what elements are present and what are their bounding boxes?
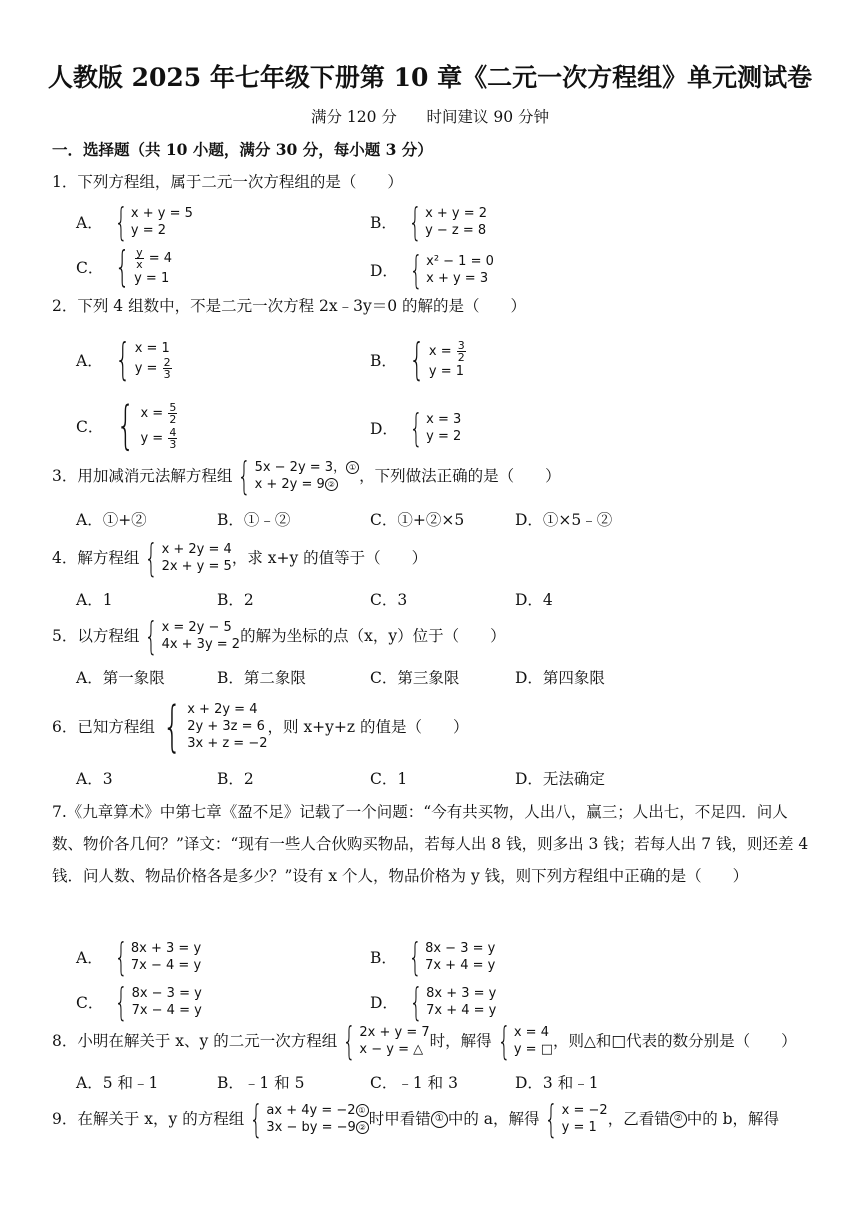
equation-line: y = xyxy=(140,431,168,446)
q6-option-d: D．无法确定 xyxy=(515,770,605,788)
equation-line: x + y = 5 xyxy=(130,206,193,221)
question-text: 中的 a，解得 xyxy=(447,1110,540,1128)
q5-option-d: D．第四象限 xyxy=(515,669,605,687)
equation-line: x − y = △ xyxy=(359,1042,424,1057)
fraction-numerator: 2 xyxy=(163,355,171,369)
option-label: D． xyxy=(370,420,398,438)
q7-option-c: C． { 8x − 3 = y 7x − 4 = y xyxy=(76,980,202,1024)
question-text: 中的 b，解得 xyxy=(686,1110,780,1128)
equation-line: 7x + 4 = y xyxy=(426,1003,497,1018)
section-heading: 一．选择题（共 10 小题，满分 30 分，每小题 3 分） xyxy=(52,140,433,159)
equation-line: y = xyxy=(134,360,162,376)
question-text: ，则 x+y+z 的值是（ ） xyxy=(267,717,469,736)
option-label: C． xyxy=(76,418,104,436)
equation-line: y = 2 xyxy=(426,429,462,444)
q2-option-c: C． { x = $\frac{5}{2}$ y = $\frac{4}{3}$ xyxy=(76,396,177,456)
q5-option-c: C．第三象限 xyxy=(370,669,460,687)
fraction-denominator: 3 xyxy=(169,438,177,451)
question-text: 时，解得 xyxy=(429,1032,492,1050)
q3-option-d: D．①×5﹣② xyxy=(515,511,613,529)
q1-option-a: A． { x + y = 5 y = 2 xyxy=(76,200,193,244)
question-8-stem: 8．小明在解关于 x、y 的二元一次方程组 { 2x + y = 7 x − y = △ 时，解得 { x = 4 y = □ ，则△和□代表的数分别是（ ） xyxy=(52,1019,797,1063)
question-5-stem: 5．以方程组 { x = 2y − 5 4x + 3y = 2 的解为坐标的点（x，y）位于（ ） xyxy=(52,614,506,658)
option-label: B． xyxy=(370,351,397,370)
equation-line: 8x − 3 = y xyxy=(425,941,496,956)
q8-option-d: D．3 和﹣1 xyxy=(515,1074,599,1092)
question-9-stem: 9．在解关于 x，y 的方程组 { ax + 4y = −2 ① 3x − by = −9 ② 时甲看错 ① 中的 a，解得 { x = −2 y = 1 ，乙看错 ② 中的 b，解得 xyxy=(52,1097,780,1141)
q8-option-c: C．﹣1 和 3 xyxy=(370,1074,458,1092)
option-label: A． xyxy=(76,351,103,370)
q5-option-b: B．第二象限 xyxy=(217,669,306,687)
question-text: 4．解方程组 xyxy=(52,549,140,567)
fraction-denominator: 2 xyxy=(169,413,177,426)
q4-option-d: D．4 xyxy=(515,591,553,609)
option-label: A． xyxy=(76,949,103,967)
q7-option-d: D． { 8x + 3 = y 7x + 4 = y xyxy=(370,980,497,1024)
question-4-stem: 4．解方程组 { x + 2y = 4 2x + y = 5 ，求 x+y 的值等于（ ） xyxy=(52,536,428,580)
equation-line: x + 2y = 4 xyxy=(161,542,232,557)
equation-line: 2y + 3z = 6 xyxy=(187,719,265,734)
q2-option-a: A． { x = 1 y = $\frac{2}{3}$ xyxy=(76,334,171,385)
equation-line: y = 1 xyxy=(561,1120,597,1135)
option-label: D． xyxy=(370,262,398,280)
equation-line: 4x + 3y = 2 xyxy=(161,637,241,652)
q1-option-b: B． { x + y = 2 y − z = 8 xyxy=(370,200,488,244)
q4-option-b: B．2 xyxy=(217,591,254,609)
fraction-numerator: 3 xyxy=(457,338,465,352)
question-text: 9．在解关于 x，y 的方程组 xyxy=(52,1110,245,1128)
q6-option-a: A．3 xyxy=(76,770,113,788)
q8-option-a: A．5 和﹣1 xyxy=(76,1074,159,1092)
fraction-numerator: 5 xyxy=(169,401,177,414)
equation-line: x = 2y − 5 xyxy=(161,620,232,635)
equation-line: 3x + z = −2 xyxy=(187,736,268,751)
equation-line: ax + 4y = −2 xyxy=(266,1103,356,1118)
equation-line: x = −2 xyxy=(561,1103,608,1118)
equation-line: x = xyxy=(428,343,456,359)
equation-line: x + y = 3 xyxy=(426,271,489,286)
q6-option-b: B．2 xyxy=(217,770,254,788)
option-label: A． xyxy=(76,214,103,232)
question-2-stem: 2．下列 4 组数中，不是二元一次方程 2x﹣3y＝0 的解的是（ ） xyxy=(52,297,527,315)
q4-option-a: A．1 xyxy=(76,591,113,609)
fraction-denominator: 3 xyxy=(163,367,171,381)
question-text: 的解为坐标的点（x，y）位于（ ） xyxy=(240,627,506,645)
equation-line: 2x + y = 5 xyxy=(161,559,232,574)
q2-option-d: D． { x = 3 y = 2 xyxy=(370,406,462,450)
equation-line: y = □ xyxy=(513,1042,553,1057)
equation-line: 2x + y = 7 xyxy=(359,1025,430,1040)
q8-option-b: B．﹣1 和 5 xyxy=(217,1074,305,1092)
equation-line: 5x − 2y = 3， xyxy=(254,460,347,475)
document-title: 人教版 2025 年七年级下册第 10 章《二元一次方程组》单元测试卷 xyxy=(47,63,813,92)
circled-number-1: ① xyxy=(356,1104,369,1117)
equation-line: x + 2y = 9 xyxy=(254,477,325,492)
question-text: ，求 x+y 的值等于（ ） xyxy=(231,549,428,567)
equation-line: x = 4 xyxy=(513,1025,549,1040)
circled-number-2: ② xyxy=(325,478,338,491)
circled-number-1: ① xyxy=(431,1111,448,1128)
equation-line: y − z = 8 xyxy=(425,223,487,238)
equation-line: y = 2 xyxy=(130,223,167,238)
circled-number-1: ① xyxy=(346,461,359,474)
option-label: C． xyxy=(76,258,104,277)
q2-option-b: B． { x = $\frac{3}{2}$ y = 1 xyxy=(370,334,465,385)
fraction-numerator: y xyxy=(136,245,143,259)
equation-line: y = 1 xyxy=(134,270,170,286)
q3-option-c: C．①+②×5 xyxy=(370,511,465,529)
question-text: 5．以方程组 xyxy=(52,627,140,645)
question-text: 8．小明在解关于 x、y 的二元一次方程组 xyxy=(52,1032,338,1050)
equation-line: 7x − 4 = y xyxy=(131,1003,202,1018)
question-6-stem: 6．已知方程组 { x + 2y = 4 2y + 3z = 6 3x + z = −2 ，则 x+y+z 的值是（ ） xyxy=(52,694,469,758)
document-subtitle: 满分 120 分 时间建议 90 分钟 xyxy=(310,108,550,126)
circled-number-2: ② xyxy=(670,1111,687,1128)
fraction-numerator: 4 xyxy=(169,426,177,439)
option-label: C． xyxy=(76,994,104,1012)
q1-option-d: D． { x² − 1 = 0 x + y = 3 xyxy=(370,248,494,292)
option-label: B． xyxy=(370,214,397,232)
q5-option-a: A．第一象限 xyxy=(76,669,165,687)
equation-line: 3x − by = −9 xyxy=(266,1120,356,1135)
q3-option-a: A．①+② xyxy=(76,511,147,529)
q4-option-c: C．3 xyxy=(370,591,408,609)
option-label: B． xyxy=(370,949,397,967)
equation-line: 8x − 3 = y xyxy=(131,986,202,1001)
fraction-denominator: x xyxy=(136,257,143,271)
q3-option-b: B．①﹣② xyxy=(217,511,291,529)
equation-line: x² − 1 = 0 xyxy=(426,254,494,269)
equation-line: x + 2y = 4 xyxy=(187,702,258,717)
question-text: 6．已知方程组 xyxy=(52,717,155,736)
q7-option-b: B． { 8x − 3 = y 7x + 4 = y xyxy=(370,935,496,979)
question-7-stem: 7.《九章算术》中第七章《盈不足》记载了一个问题：“今有共买物，人出八，赢三；人出七，不足四．问人数、物价各几何？”译文：“现有一些人合伙购买物品，若每人出 8 钱，则多出 3 钱；若每人出 7 钱，则还差 4 钱．问人数、物品价格各是多少？”设有 x 个人，物品价格为 y 钱，则下列方程组中正确的是（ ） xyxy=(52,803,809,885)
question-text: ，乙看错 xyxy=(607,1110,670,1128)
question-text: 3．用加减消元法解方程组 xyxy=(52,467,233,485)
circled-number-2: ② xyxy=(356,1121,369,1134)
equation-line: 7x + 4 = y xyxy=(425,958,496,973)
equation-line: x = 1 xyxy=(134,340,170,356)
q7-option-a: A． { 8x + 3 = y 7x − 4 = y xyxy=(76,935,202,979)
option-label: D． xyxy=(370,994,398,1012)
equation-line: y = 1 xyxy=(428,363,465,379)
equation-line: 7x − 4 = y xyxy=(130,958,202,973)
fraction-denominator: 2 xyxy=(457,350,465,364)
equation-line: x = xyxy=(140,406,168,421)
question-text: 时甲看错 xyxy=(368,1110,431,1128)
equation-line: = 4 xyxy=(144,250,173,266)
q6-option-c: C．1 xyxy=(370,770,408,788)
equation-line: 8x + 3 = y xyxy=(426,986,497,1001)
question-text: ，下列做法正确的是（ ） xyxy=(359,467,561,485)
q1-option-c: C． { $\frac{y}{x}$ = 4 y = 1 xyxy=(76,242,173,291)
question-text: ，则△和□代表的数分别是（ ） xyxy=(553,1032,797,1050)
question-1-stem: 1．下列方程组，属于二元一次方程组的是（ ） xyxy=(52,173,403,191)
equation-line: 8x + 3 = y xyxy=(130,941,202,956)
question-3-stem: 3．用加减消元法解方程组 { 5x − 2y = 3， ① x + 2y = 9 ② ，下列做法正确的是（ ） xyxy=(52,454,561,498)
equation-line: x + y = 2 xyxy=(425,206,488,221)
equation-line: x = 3 xyxy=(426,412,462,427)
